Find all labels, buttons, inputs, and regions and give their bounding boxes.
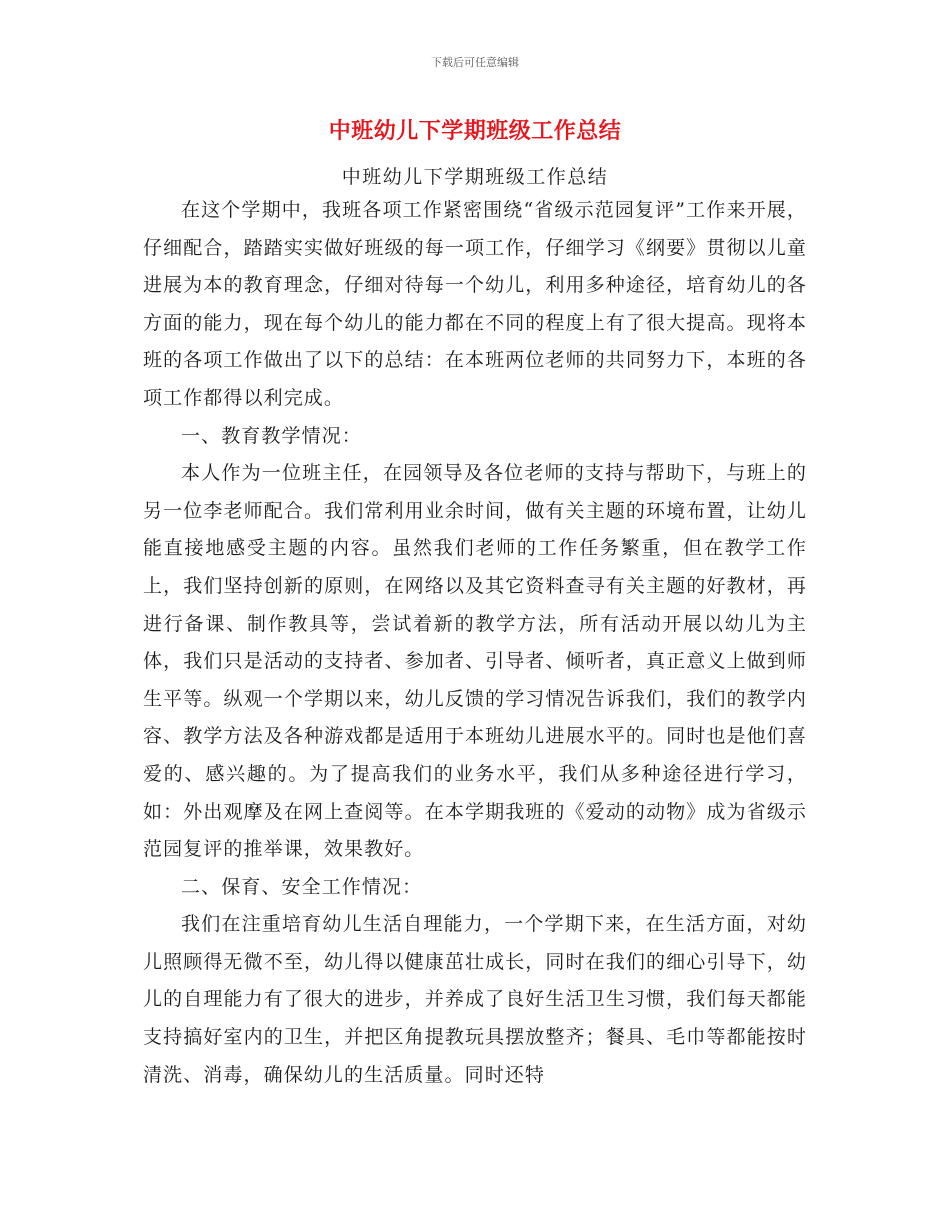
document-subtitle: 中班幼儿下学期班级工作总结 — [341, 166, 609, 188]
body-paragraph: 本人作为一位班主任，在园领导及各位老师的支持与帮助下，与班上的另一位李老师配合。我们常利用业余时间，做有关主题的环境布置，让幼儿能直接地感受主题的内容。虽然我们老师的工作任务繁重，但在教学工作上，我们坚持创新的原则，在网络以及其它资料查寻有关主题的好教材，再进行备课、制作教具等，尝试着新的教学方法，所有活动开展以幼儿为主体，我们只是活动的支持者、参加者、引导者、倾听者，真正意义上做到师生平等。纵观一个学期以来，幼儿反馈的学习情况告诉我们，我们的教学内容、教学方法及各种游戏都是适用于本班幼儿进展水平的。同时也是他们喜爱的、感兴趣的。为了提高我们的业务水平，我们从多种途径进行学习，如：外出观摩及在网上查阅等。在本学期我班的《爱动的动物》成为省级示范园复评的推举课，效果教好。 — [143, 462, 807, 861]
body-paragraph: 我们在注重培育幼儿生活自理能力，一个学期下来，在生活方面，对幼儿照顾得无微不至，幼儿得以健康茁壮成长，同时在我们的细心引导下，幼儿的自理能力有了很大的进步，并养成了良好生活卫生习惯，我们每天都能支持搞好室内的卫生，并把区角提教玩具摆放整齐；餐具、毛巾等都能按时清洗、消毒，确保幼儿的生活质量。同时还特 — [143, 913, 807, 1086]
body-paragraph: 在这个学期中，我班各项工作紧密围绕“省级示范园复评”工作来开展，仔细配合，踏踏实实做好班级的每一项工作，仔细学习《纲要》贯彻以儿童进展为本的教育理念，仔细对待每一个幼儿，利用多种途径，培育幼儿的各方面的能力，现在每个幼儿的能力都在不同的程度上有了很大提高。现将本班的各项工作做出了以下的总结：在本班两位老师的共同努力下，本班的各项工作都得以利完成。 — [143, 199, 807, 409]
section-heading: 一、教育教学情况： — [181, 424, 362, 447]
document-title: 中班幼儿下学期班级工作总结 — [328, 119, 622, 144]
page-header-note: 下载后可任意编辑 — [431, 56, 519, 69]
section-heading: 二、保育、安全工作情况： — [181, 875, 423, 898]
document-body — [143, 192, 807, 1094]
